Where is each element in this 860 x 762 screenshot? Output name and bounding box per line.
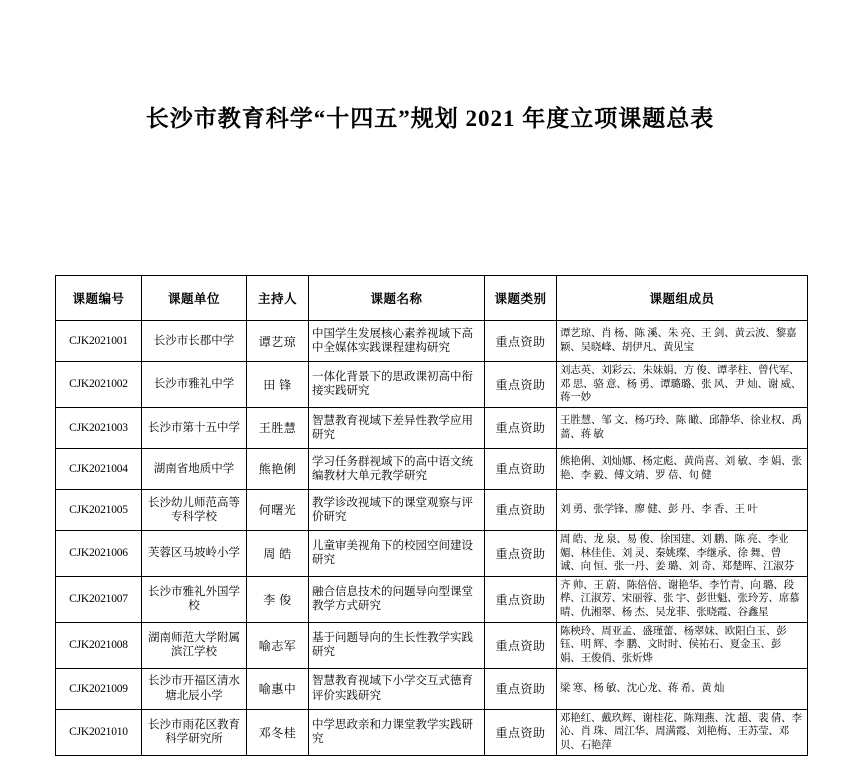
cell-members: 刘志英、刘彩云、朱妹娟、方 俊、谭孝柱、曾代军、邓 思、骆 意、杨 勇、谭璐璐、张 风、尹 灿、谢 威、蒋一妙 [557,362,808,408]
cell-code: CJK2021009 [56,668,142,709]
cell-members: 邓艳红、戴玖辉、谢桂花、陈翔燕、沈 超、裴 倩、李 沁、肖 珠、周江华、周满霞、刘艳梅、王苏莹、邓 贝、石艳萍 [557,709,808,755]
cell-unit: 长沙市雨花区教育科学研究所 [142,709,247,755]
cell-code: CJK2021001 [56,321,142,362]
table-row [56,576,808,622]
column-header-host: 主持人 [247,276,309,321]
cell-host: 王胜慧 [247,407,309,448]
table-row [56,622,808,668]
cell-host: 喻志军 [247,622,309,668]
cell-code: CJK2021006 [56,530,142,576]
cell-name: 融合信息技术的问题导向型课堂教学方式研究 [309,576,485,622]
column-header-unit: 课题单位 [142,276,247,321]
cell-unit: 长沙市第十五中学 [142,407,247,448]
cell-name: 中学思政亲和力课堂教学实践研究 [309,709,485,755]
cell-type: 重点资助 [485,448,557,489]
cell-host: 喻惠中 [247,668,309,709]
cell-host: 邓冬桂 [247,709,309,755]
cell-name: 中国学生发展核心素养视域下高中全媒体实践课程建构研究 [309,321,485,362]
cell-members: 谭艺琼、肖 杨、陈 溪、朱 亮、王 剑、黄云波、黎嘉颖、吴晓峰、胡伊凡、黄见宝 [557,321,808,362]
cell-type: 重点资助 [485,362,557,408]
cell-type: 重点资助 [485,407,557,448]
project-table-container [55,275,807,756]
table-row [56,321,808,362]
table-row [56,448,808,489]
cell-host: 李 俊 [247,576,309,622]
column-header-code: 课题编号 [56,276,142,321]
project-table [55,275,808,756]
table-row [56,668,808,709]
column-header-members: 课题组成员 [557,276,808,321]
cell-code: CJK2021004 [56,448,142,489]
cell-host: 周 皓 [247,530,309,576]
table-header [56,276,808,321]
cell-unit: 长沙幼儿师范高等专科学校 [142,489,247,530]
cell-name: 儿童审美视角下的校园空间建设研究 [309,530,485,576]
cell-code: CJK2021008 [56,622,142,668]
cell-members: 周 皓、龙 泉、易 俊、徐国建、刘 鹏、陈 亮、李业媚、林佳佳、刘 灵、秦姚璨、李继承、徐 舞、曾 诚、向 恒、张一丹、姜 璐、刘 奇、郑楚晖、江淑芬 [557,530,808,576]
cell-unit: 湖南省地质中学 [142,448,247,489]
cell-members: 刘 勇、张学锋、廖 健、彭 丹、李 香、王 叶 [557,489,808,530]
cell-type: 重点资助 [485,321,557,362]
cell-code: CJK2021002 [56,362,142,408]
table-row [56,362,808,408]
table-row [56,407,808,448]
cell-name: 基于问题导向的生长性教学实践研究 [309,622,485,668]
cell-type: 重点资助 [485,668,557,709]
cell-host: 熊艳俐 [247,448,309,489]
cell-host: 何曙光 [247,489,309,530]
column-header-name: 课题名称 [309,276,485,321]
cell-members: 齐 帅、王 蔚、陈倍倍、谢艳华、李竹青、向 璐、段 桦、江淑芳、宋丽蓉、张 宇、彭世魁、张玲芳、席慕晴、仇湘翠、杨 杰、吴龙菲、张晓霞、谷鑫星 [557,576,808,622]
cell-unit: 湖南师范大学附属滨江学校 [142,622,247,668]
document-page [0,100,860,762]
cell-type: 重点资助 [485,576,557,622]
cell-code: CJK2021010 [56,709,142,755]
cell-code: CJK2021003 [56,407,142,448]
cell-code: CJK2021005 [56,489,142,530]
cell-host: 田 锋 [247,362,309,408]
cell-host: 谭艺琼 [247,321,309,362]
cell-type: 重点资助 [485,530,557,576]
cell-type: 重点资助 [485,622,557,668]
cell-name: 智慧教育视域下差异性教学应用研究 [309,407,485,448]
cell-unit: 长沙市长郡中学 [142,321,247,362]
table-header-row [56,276,808,321]
cell-unit: 长沙市雅礼外国学校 [142,576,247,622]
cell-members: 熊艳俐、刘灿娜、杨定彪、黄尚喜、刘 敏、李 娟、张 艳、李 毅、傅文靖、罗 蓓、旬 健 [557,448,808,489]
page-title: 长沙市教育科学“十四五”规划 2021 年度立项课题总表 [145,106,715,131]
cell-name: 一体化背景下的思政课初高中衔接实践研究 [309,362,485,408]
cell-name: 学习任务群视域下的高中语文统编教材大单元教学研究 [309,448,485,489]
column-header-type: 课题类别 [485,276,557,321]
cell-members: 陈秧玲、周亚孟、盛瑾蕾、杨翠妹、欧阳白玉、彭 钰、明 辉、李 鹏、文时时、侯祐石、夏金玉、彭 娟、王俊俏、张炘烨 [557,622,808,668]
table-body [56,321,808,756]
cell-name: 教学诊改视域下的课堂观察与评价研究 [309,489,485,530]
table-row [56,530,808,576]
cell-type: 重点资助 [485,709,557,755]
cell-unit: 芙蓉区马坡岭小学 [142,530,247,576]
cell-members: 梁 寒、杨 敏、沈心龙、蒋 希、黄 灿 [557,668,808,709]
cell-unit: 长沙市雅礼中学 [142,362,247,408]
table-row [56,709,808,755]
cell-unit: 长沙市开福区清水塘北辰小学 [142,668,247,709]
cell-code: CJK2021007 [56,576,142,622]
table-row [56,489,808,530]
cell-type: 重点资助 [485,489,557,530]
cell-name: 智慧教育视域下小学交互式德育评价实践研究 [309,668,485,709]
cell-members: 王胜慧、邹 文、杨巧玲、陈 瞰、邱静华、徐业权、禹 蔷、蒋 敏 [557,407,808,448]
